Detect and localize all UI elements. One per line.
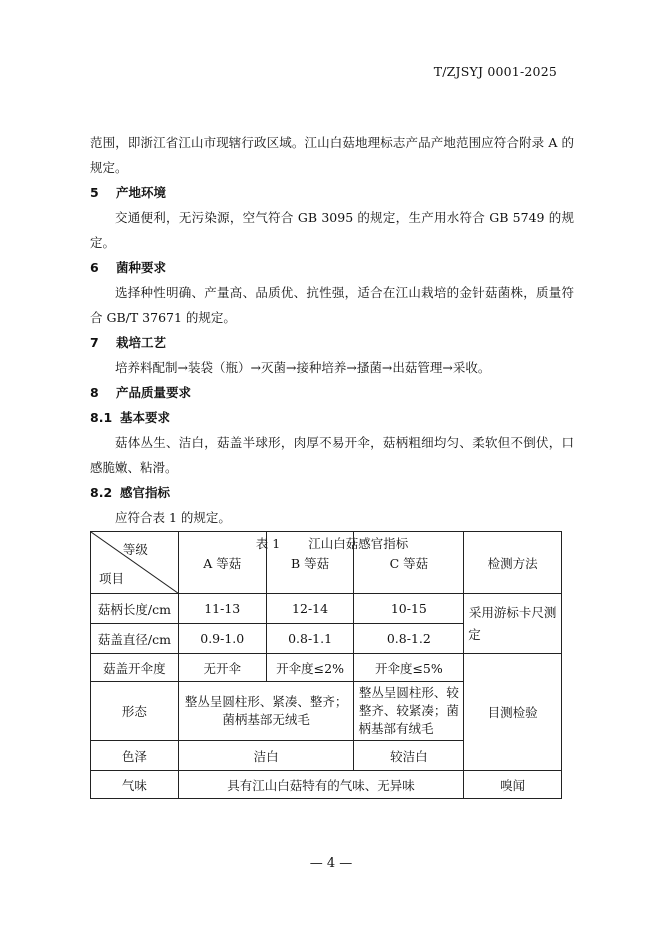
cell-method-visual: 目测检验 <box>464 654 562 771</box>
section-7-heading <box>90 330 574 355</box>
cell-cap-diameter-b: 0.8-1.1 <box>266 624 354 654</box>
section-number: 8.1 <box>90 410 113 425</box>
header-grade-b: B 等菇 <box>266 532 354 594</box>
cell-stem-length-c: 10-15 <box>354 594 464 624</box>
header-grade-c: C 等菇 <box>354 532 464 594</box>
cell-shape-ab: 整丛呈圆柱形、紧凑、整齐；菌柄基部无绒毛 <box>178 682 354 741</box>
cell-stem-length-b: 12-14 <box>266 594 354 624</box>
diagonal-header-cell <box>91 532 179 594</box>
cell-stem-length-a: 11-13 <box>178 594 266 624</box>
section-7-text: 培养料配制→装袋（瓶）→灭菌→接种培养→搔菌→出菇管理→采收。 <box>115 360 491 375</box>
section-8-2-heading <box>90 480 574 505</box>
section-8-2-text: 应符合表 1 的规定。 <box>115 510 231 525</box>
section-number: 8.2 <box>90 485 113 500</box>
section-title: 产品质量要求 <box>116 385 192 400</box>
header-grade-label: 等级 <box>122 542 148 557</box>
section-8-1-heading <box>90 405 574 430</box>
cell-shape-c: 整丛呈圆柱形、较整齐、较紧凑；菌柄基部有绒毛 <box>354 682 464 741</box>
section-8-heading <box>90 380 574 405</box>
sensory-table <box>90 531 562 799</box>
intro-paragraph: 范围，即浙江省江山市现辖行政区域。江山白菇地理标志产品产地范围应符合附录 A 的规定。 <box>90 135 574 175</box>
section-number: 7 <box>90 335 99 350</box>
section-number: 6 <box>90 260 99 275</box>
section-5-text: 交通便利，无污染源，空气符合 GB 3095 的规定，生产用水符合 GB 5749 的规定。 <box>90 210 574 250</box>
section-title: 基本要求 <box>120 410 171 425</box>
table-header-row <box>91 532 562 594</box>
cell-color-ab: 洁白 <box>178 741 354 771</box>
cell-method-caliper: 采用游标卡尺测定 <box>464 594 562 654</box>
section-6-heading <box>90 255 574 280</box>
section-5-heading <box>90 180 574 205</box>
section-number: 5 <box>90 185 99 200</box>
table-row <box>91 771 562 799</box>
row-label-stem-length: 菇柄长度/cm <box>91 594 179 624</box>
row-label-shape: 形态 <box>91 682 179 741</box>
section-6-text: 选择种性明确、产量高、品质优、抗性强，适合在江山栽培的金针菇菌株，质量符合 GB/T 37671 的规定。 <box>90 285 574 325</box>
section-title: 产地环境 <box>116 185 167 200</box>
header-item-label: 项目 <box>99 571 125 586</box>
document-body <box>90 130 574 556</box>
cell-color-c: 较洁白 <box>354 741 464 771</box>
section-number: 8 <box>90 385 99 400</box>
table-row <box>91 654 562 682</box>
table-number: 表 1 <box>255 536 281 551</box>
cell-smell-abc: 具有江山白菇特有的气味、无异味 <box>178 771 463 799</box>
section-title: 栽培工艺 <box>116 335 167 350</box>
section-title: 菌种要求 <box>116 260 167 275</box>
header-grade-a: A 等菇 <box>178 532 266 594</box>
cell-cap-opening-c: 开伞度≤5% <box>354 654 464 682</box>
cell-cap-diameter-a: 0.9-1.0 <box>178 624 266 654</box>
section-title: 感官指标 <box>120 485 171 500</box>
cell-cap-opening-b: 开伞度≤2% <box>266 654 354 682</box>
cell-cap-opening-a: 无开伞 <box>178 654 266 682</box>
header-method: 检测方法 <box>464 532 562 594</box>
cell-method-smell: 嗅闻 <box>464 771 562 799</box>
row-label-smell: 气味 <box>91 771 179 799</box>
table-title: 江山白菇感官指标 <box>308 536 409 551</box>
row-label-cap-opening: 菇盖开伞度 <box>91 654 179 682</box>
page-number: — 4 — <box>309 856 353 871</box>
document-code: T/ZJSYJ 0001-2025 <box>433 64 557 79</box>
table-row <box>91 594 562 624</box>
cell-cap-diameter-c: 0.8-1.2 <box>354 624 464 654</box>
row-label-cap-diameter: 菇盖直径/cm <box>91 624 179 654</box>
section-8-1-text: 菇体丛生、洁白，菇盖半球形，肉厚不易开伞，菇柄粗细均匀、柔软但不倒伏，口感脆嫩、粘滑。 <box>90 435 574 475</box>
row-label-color: 色泽 <box>91 741 179 771</box>
